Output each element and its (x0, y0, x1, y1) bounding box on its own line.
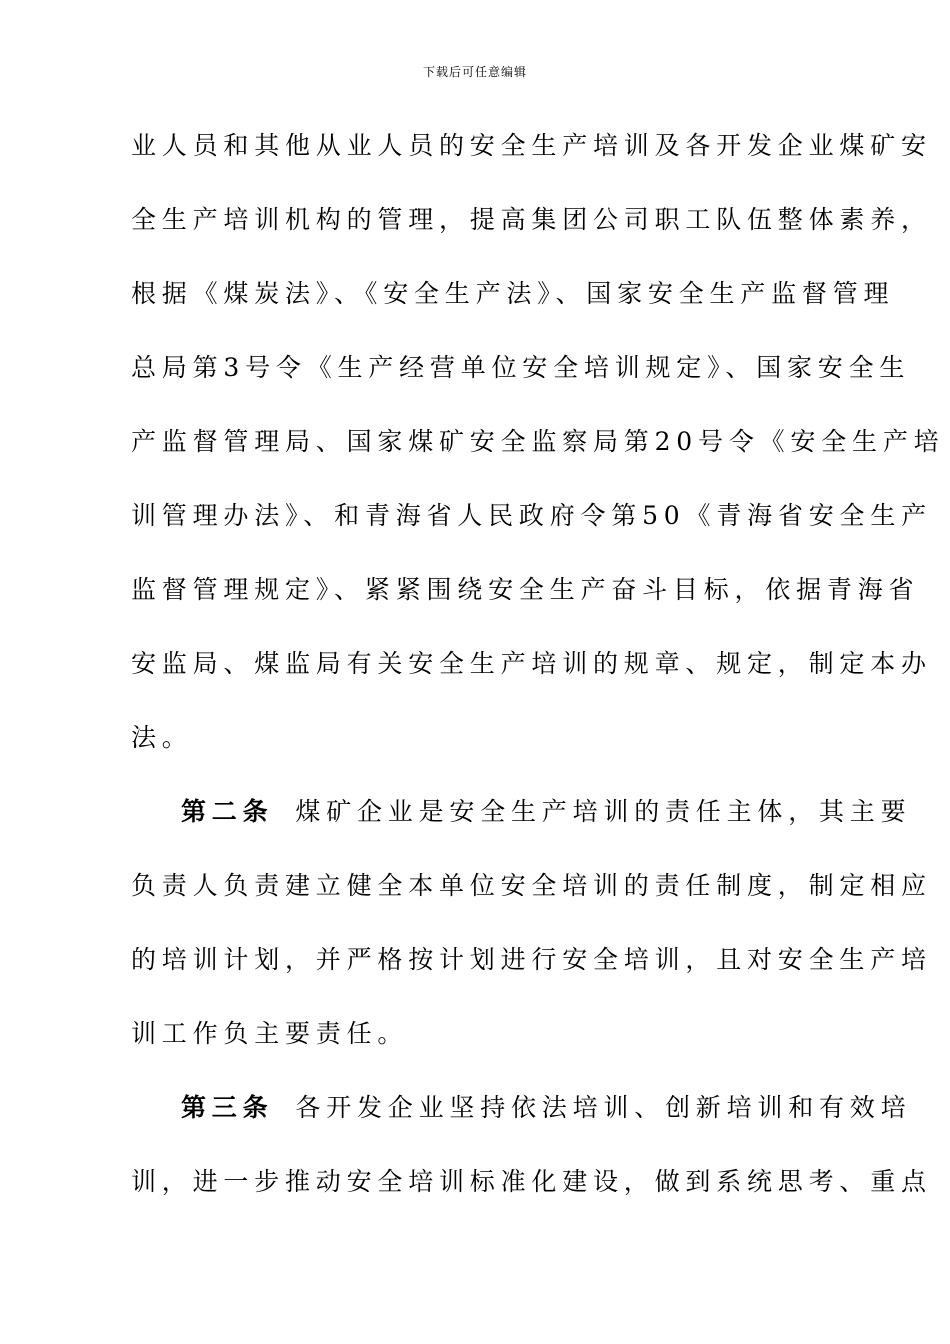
text-line: 法。 (131, 723, 193, 752)
article-3-first-line (131, 1088, 912, 1162)
text-line: 训工作负主要责任。 (131, 1019, 409, 1048)
document-body (131, 126, 945, 1236)
text-line: 训，进一步推动安全培训标准化建设，做到系统思考、重点 (131, 1167, 932, 1196)
article-3-text: 各开发企业坚持依法培训、创新培训和有效培 (295, 1093, 912, 1122)
text-line: 产监督管理局、国家煤矿安全监察局第20号令《安全生产培 (131, 427, 945, 456)
paragraph-continuation (131, 126, 945, 792)
text-line: 的培训计划，并严格按计划进行安全培训，且对安全生产培 (131, 945, 932, 974)
text-line: 业人员和其他从业人员的安全生产培训及各开发企业煤矿安 (131, 131, 932, 160)
text-line: 安监局、煤监局有关安全生产培训的规章、规定，制定本办 (131, 649, 932, 678)
text-line: 根据《煤炭法》、《安全生产法》、国家安全生产监督管理 (131, 279, 895, 308)
article-3-label: 第三条 (181, 1093, 274, 1122)
text-line: 负责人负责建立健全本单位安全培训的责任制度，制定相应 (131, 871, 932, 900)
text-line: 训管理办法》、和青海省人民政府令第50《青海省安全生产 (131, 501, 932, 530)
article-3 (131, 1088, 932, 1236)
text-line: 全生产培训机构的管理，提高集团公司职工队伍整体素养， (131, 205, 932, 234)
article-2-first-line (131, 792, 912, 866)
text-line: 监督管理规定》、紧紧围绕安全生产奋斗目标，依据青海省 (131, 575, 920, 604)
article-2-label: 第二条 (181, 797, 274, 826)
article-2-text: 煤矿企业是安全生产培训的责任主体，其主要 (295, 797, 912, 826)
article-2 (131, 792, 932, 1088)
text-line: 总局第3号令《生产经营单位安全培训规定》、国家安全生 (131, 353, 911, 382)
page-header: 下载后可任意编辑 (422, 65, 527, 79)
